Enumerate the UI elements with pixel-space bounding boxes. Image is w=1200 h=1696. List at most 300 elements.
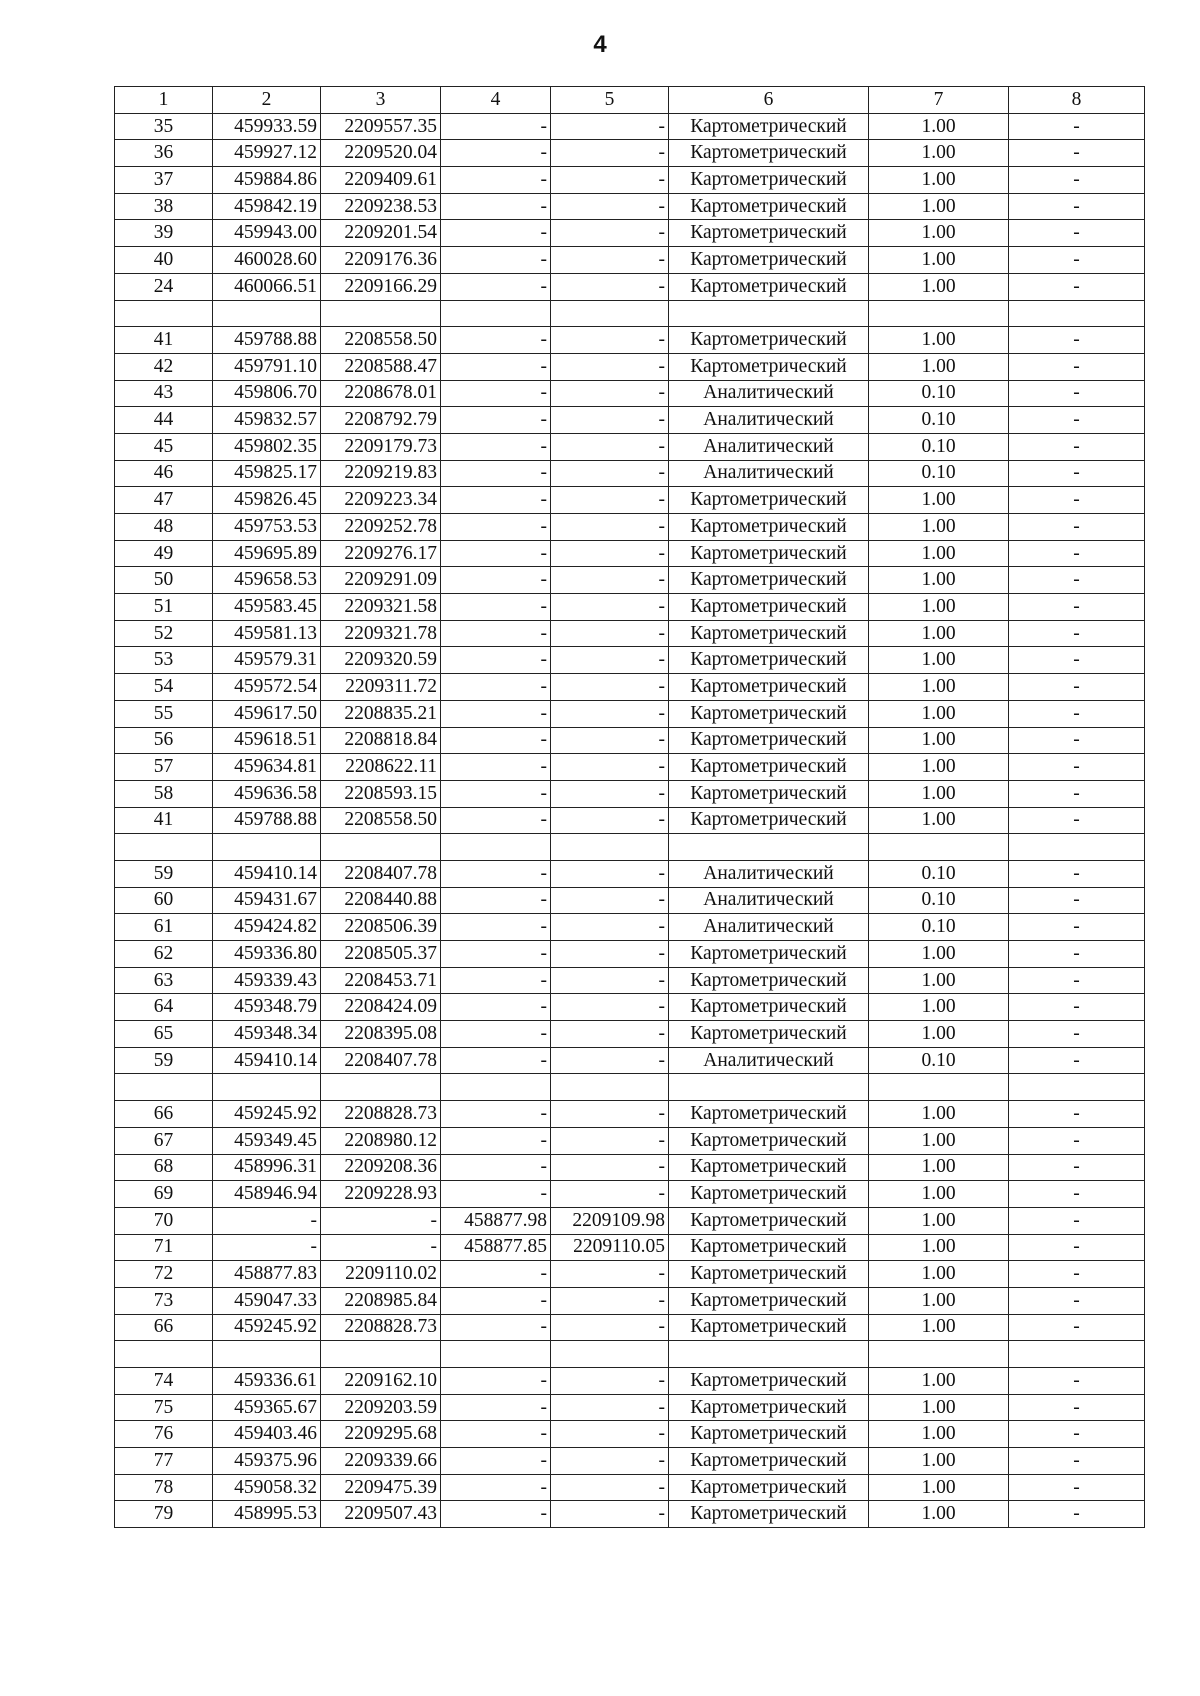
y-alt-cell: - [551,140,669,167]
point-number-cell: 68 [115,1154,213,1181]
y-alt-cell: - [551,674,669,701]
note-cell: - [1009,514,1145,541]
separator-row [115,1074,1145,1101]
accuracy-cell: 0.10 [869,407,1009,434]
accuracy-cell [869,300,1009,327]
y-coordinate-cell: 2209166.29 [321,273,441,300]
y-coordinate-cell: 2209321.58 [321,594,441,621]
accuracy-cell: 1.00 [869,567,1009,594]
y-coordinate-cell: 2209162.10 [321,1368,441,1395]
method-cell: Картометрический [669,567,869,594]
accuracy-cell: 1.00 [869,1501,1009,1528]
accuracy-cell: 1.00 [869,140,1009,167]
x-alt-cell: - [441,754,551,781]
y-alt-cell: - [551,273,669,300]
x-alt-cell: - [441,941,551,968]
point-number-cell: 79 [115,1501,213,1528]
table-row [115,914,1145,941]
x-coordinate-cell: 459348.34 [213,1021,321,1048]
table-body [115,87,1145,1528]
point-number-cell: 46 [115,460,213,487]
table-row [115,1181,1145,1208]
method-cell: Картометрический [669,113,869,140]
x-alt-cell: - [441,674,551,701]
note-cell: - [1009,1287,1145,1314]
method-cell: Аналитический [669,860,869,887]
table-row [115,193,1145,220]
x-coordinate-cell: 459802.35 [213,433,321,460]
table-row [115,1448,1145,1475]
accuracy-cell: 1.00 [869,647,1009,674]
accuracy-cell: 1.00 [869,1207,1009,1234]
note-cell: - [1009,1314,1145,1341]
x-coordinate-cell: 459245.92 [213,1314,321,1341]
method-cell: Картометрический [669,1021,869,1048]
point-number-cell: 50 [115,567,213,594]
table-row [115,727,1145,754]
y-coordinate-cell: - [321,1234,441,1261]
x-coordinate-cell: 459424.82 [213,914,321,941]
table-row [115,1234,1145,1261]
y-alt-cell: - [551,941,669,968]
point-number-cell: 38 [115,193,213,220]
y-alt-cell: - [551,1154,669,1181]
method-cell: Картометрический [669,674,869,701]
accuracy-cell: 1.00 [869,1421,1009,1448]
y-coordinate-cell: 2209339.66 [321,1448,441,1475]
accuracy-cell: 1.00 [869,1101,1009,1128]
table-row [115,247,1145,274]
point-number-cell: 45 [115,433,213,460]
accuracy-cell: 1.00 [869,1234,1009,1261]
y-alt-cell: - [551,1314,669,1341]
x-coordinate-cell: 459245.92 [213,1101,321,1128]
method-cell: Картометрический [669,1501,869,1528]
point-number-cell [115,300,213,327]
separator-row [115,1341,1145,1368]
accuracy-cell: 1.00 [869,780,1009,807]
method-cell: Картометрический [669,1368,869,1395]
x-alt-cell: - [441,914,551,941]
accuracy-cell: 1.00 [869,327,1009,354]
y-coordinate-cell: 2208588.47 [321,353,441,380]
y-coordinate-cell: 2209223.34 [321,487,441,514]
point-number-cell: 60 [115,887,213,914]
method-cell: Аналитический [669,887,869,914]
method-cell [669,1341,869,1368]
accuracy-cell: 1.00 [869,620,1009,647]
note-cell: - [1009,247,1145,274]
table-row [115,594,1145,621]
y-alt-cell: - [551,727,669,754]
table-row [115,487,1145,514]
x-alt-cell: - [441,247,551,274]
x-alt-cell: - [441,460,551,487]
x-alt-cell: - [441,220,551,247]
x-coordinate-cell: 459336.80 [213,941,321,968]
method-cell: Картометрический [669,514,869,541]
y-coordinate-cell: 2209321.78 [321,620,441,647]
x-alt-cell: - [441,647,551,674]
table-row [115,1314,1145,1341]
y-alt-cell: - [551,407,669,434]
method-cell: Картометрический [669,754,869,781]
table-row [115,647,1145,674]
method-cell: Картометрический [669,620,869,647]
y-coordinate-cell: 2208792.79 [321,407,441,434]
x-coordinate-cell: 459058.32 [213,1474,321,1501]
note-cell: - [1009,860,1145,887]
method-cell: Картометрический [669,807,869,834]
note-cell: - [1009,967,1145,994]
x-alt-cell: - [441,1448,551,1475]
accuracy-cell: 1.00 [869,247,1009,274]
point-number-cell: 39 [115,220,213,247]
point-number-cell: 65 [115,1021,213,1048]
coordinates-table [114,86,1145,1528]
accuracy-cell: 1.00 [869,514,1009,541]
x-coordinate-cell: 459579.31 [213,647,321,674]
y-alt-cell: - [551,1501,669,1528]
note-cell: - [1009,647,1145,674]
x-alt-cell: - [441,353,551,380]
column-header: 2 [213,87,321,114]
y-coordinate-cell: 2208835.21 [321,700,441,727]
point-number-cell: 71 [115,1234,213,1261]
point-number-cell: 72 [115,1261,213,1288]
method-cell: Аналитический [669,433,869,460]
y-coordinate-cell: 2209176.36 [321,247,441,274]
note-cell: - [1009,754,1145,781]
x-alt-cell: - [441,193,551,220]
note-cell: - [1009,327,1145,354]
note-cell: - [1009,1368,1145,1395]
point-number-cell: 40 [115,247,213,274]
accuracy-cell: 0.10 [869,1047,1009,1074]
x-alt-cell: - [441,1261,551,1288]
x-alt-cell: - [441,540,551,567]
y-alt-cell: - [551,540,669,567]
table-row [115,1287,1145,1314]
y-alt-cell: - [551,1474,669,1501]
method-cell: Картометрический [669,1207,869,1234]
y-coordinate-cell: 2209228.93 [321,1181,441,1208]
note-cell: - [1009,994,1145,1021]
x-coordinate-cell: 459788.88 [213,807,321,834]
note-cell: - [1009,1207,1145,1234]
x-alt-cell: - [441,620,551,647]
y-alt-cell: - [551,487,669,514]
table-row [115,780,1145,807]
note-cell [1009,834,1145,861]
y-alt-cell: - [551,1181,669,1208]
y-coordinate-cell: 2208506.39 [321,914,441,941]
table-row [115,460,1145,487]
y-coordinate-cell: 2208593.15 [321,780,441,807]
method-cell: Картометрический [669,647,869,674]
method-cell: Картометрический [669,1154,869,1181]
point-number-cell: 48 [115,514,213,541]
x-alt-cell [441,300,551,327]
x-alt-cell: - [441,1501,551,1528]
x-alt-cell: - [441,567,551,594]
table-row [115,327,1145,354]
note-cell: - [1009,914,1145,941]
table-row [115,967,1145,994]
x-alt-cell: - [441,780,551,807]
y-alt-cell: - [551,594,669,621]
y-coordinate-cell: 2209219.83 [321,460,441,487]
note-cell: - [1009,380,1145,407]
method-cell: Картометрический [669,1127,869,1154]
y-coordinate-cell: 2208622.11 [321,754,441,781]
table-row [115,700,1145,727]
note-cell: - [1009,193,1145,220]
note-cell: - [1009,1047,1145,1074]
x-coordinate-cell: 459806.70 [213,380,321,407]
x-alt-cell: - [441,994,551,1021]
point-number-cell: 47 [115,487,213,514]
x-coordinate-cell: 459884.86 [213,167,321,194]
point-number-cell: 42 [115,353,213,380]
y-alt-cell: - [551,647,669,674]
method-cell [669,1074,869,1101]
x-alt-cell: - [441,1394,551,1421]
y-coordinate-cell: 2209557.35 [321,113,441,140]
note-cell: - [1009,1181,1145,1208]
x-coordinate-cell: 460066.51 [213,273,321,300]
method-cell: Картометрический [669,1421,869,1448]
table-row [115,113,1145,140]
point-number-cell: 64 [115,994,213,1021]
x-alt-cell: - [441,1181,551,1208]
x-coordinate-cell: 459375.96 [213,1448,321,1475]
point-number-cell: 76 [115,1421,213,1448]
y-coordinate-cell: 2209291.09 [321,567,441,594]
x-coordinate-cell: 459572.54 [213,674,321,701]
point-number-cell: 75 [115,1394,213,1421]
x-coordinate-cell: 459410.14 [213,1047,321,1074]
y-alt-cell: - [551,433,669,460]
note-cell [1009,1341,1145,1368]
method-cell: Картометрический [669,994,869,1021]
note-cell: - [1009,113,1145,140]
point-number-cell [115,1341,213,1368]
note-cell: - [1009,540,1145,567]
method-cell: Аналитический [669,407,869,434]
method-cell [669,834,869,861]
note-cell [1009,1074,1145,1101]
note-cell [1009,300,1145,327]
note-cell: - [1009,567,1145,594]
method-cell: Картометрический [669,1261,869,1288]
table-row [115,1501,1145,1528]
x-coordinate-cell: 459583.45 [213,594,321,621]
accuracy-cell: 1.00 [869,1021,1009,1048]
method-cell: Картометрический [669,167,869,194]
x-alt-cell: - [441,700,551,727]
method-cell: Картометрический [669,941,869,968]
column-header: 5 [551,87,669,114]
table-row [115,407,1145,434]
column-header: 4 [441,87,551,114]
point-number-cell: 70 [115,1207,213,1234]
accuracy-cell: 1.00 [869,540,1009,567]
accuracy-cell [869,1341,1009,1368]
table-row [115,273,1145,300]
y-coordinate-cell: 2208407.78 [321,860,441,887]
method-cell: Аналитический [669,914,869,941]
y-coordinate-cell: 2208558.50 [321,807,441,834]
accuracy-cell: 1.00 [869,1314,1009,1341]
point-number-cell: 43 [115,380,213,407]
x-coordinate-cell: 459826.45 [213,487,321,514]
accuracy-cell: 1.00 [869,941,1009,968]
point-number-cell: 55 [115,700,213,727]
note-cell: - [1009,807,1145,834]
y-alt-cell: - [551,1287,669,1314]
note-cell: - [1009,594,1145,621]
x-alt-cell: - [441,887,551,914]
x-coordinate-cell: - [213,1207,321,1234]
y-alt-cell [551,1341,669,1368]
y-coordinate-cell: 2209520.04 [321,140,441,167]
note-cell: - [1009,1154,1145,1181]
y-alt-cell: - [551,754,669,781]
x-coordinate-cell: 459832.57 [213,407,321,434]
point-number-cell: 78 [115,1474,213,1501]
y-coordinate-cell: 2209203.59 [321,1394,441,1421]
accuracy-cell [869,834,1009,861]
note-cell: - [1009,780,1145,807]
method-cell: Картометрический [669,1314,869,1341]
accuracy-cell: 1.00 [869,994,1009,1021]
method-cell: Картометрический [669,273,869,300]
x-coordinate-cell: - [213,1234,321,1261]
table-row [115,540,1145,567]
table-row [115,620,1145,647]
y-alt-cell [551,300,669,327]
y-coordinate-cell: 2208678.01 [321,380,441,407]
x-alt-cell: - [441,167,551,194]
x-coordinate-cell: 460028.60 [213,247,321,274]
table-row [115,1421,1145,1448]
table-row [115,380,1145,407]
point-number-cell: 56 [115,727,213,754]
x-coordinate-cell: 458996.31 [213,1154,321,1181]
x-coordinate-cell: 459431.67 [213,887,321,914]
y-coordinate-cell [321,300,441,327]
y-coordinate-cell: 2208980.12 [321,1127,441,1154]
method-cell: Картометрический [669,1394,869,1421]
accuracy-cell: 1.00 [869,700,1009,727]
note-cell: - [1009,1234,1145,1261]
method-cell: Картометрический [669,353,869,380]
point-number-cell: 58 [115,780,213,807]
method-cell: Картометрический [669,140,869,167]
y-alt-cell: - [551,620,669,647]
x-coordinate-cell: 459927.12 [213,140,321,167]
point-number-cell: 51 [115,594,213,621]
y-coordinate-cell: 2209110.02 [321,1261,441,1288]
y-coordinate-cell: 2209320.59 [321,647,441,674]
method-cell: Картометрический [669,700,869,727]
note-cell: - [1009,727,1145,754]
y-alt-cell: - [551,914,669,941]
x-coordinate-cell: 459348.79 [213,994,321,1021]
x-coordinate-cell: 459403.46 [213,1421,321,1448]
x-alt-cell: - [441,514,551,541]
table-row [115,1261,1145,1288]
method-cell: Картометрический [669,220,869,247]
separator-row [115,300,1145,327]
method-cell: Картометрический [669,1181,869,1208]
x-coordinate-cell: 459634.81 [213,754,321,781]
y-alt-cell: - [551,514,669,541]
table-header-row [115,87,1145,114]
x-coordinate-cell: 459336.61 [213,1368,321,1395]
column-header: 3 [321,87,441,114]
y-coordinate-cell: 2208828.73 [321,1101,441,1128]
accuracy-cell: 1.00 [869,113,1009,140]
accuracy-cell: 0.10 [869,460,1009,487]
point-number-cell: 53 [115,647,213,674]
y-alt-cell: - [551,113,669,140]
x-alt-cell: 458877.98 [441,1207,551,1234]
x-alt-cell: - [441,1314,551,1341]
y-alt-cell: - [551,780,669,807]
y-coordinate-cell: 2209295.68 [321,1421,441,1448]
y-alt-cell: - [551,167,669,194]
y-alt-cell: - [551,353,669,380]
point-number-cell: 57 [115,754,213,781]
y-alt-cell: - [551,1421,669,1448]
y-alt-cell: - [551,807,669,834]
y-alt-cell: - [551,327,669,354]
point-number-cell: 66 [115,1314,213,1341]
x-coordinate-cell: 459842.19 [213,193,321,220]
x-coordinate-cell: 459933.59 [213,113,321,140]
x-alt-cell [441,1074,551,1101]
method-cell: Картометрический [669,193,869,220]
x-coordinate-cell [213,1341,321,1368]
y-alt-cell: - [551,193,669,220]
y-alt-cell: - [551,220,669,247]
table-row [115,994,1145,1021]
note-cell: - [1009,1501,1145,1528]
x-coordinate-cell: 459349.45 [213,1127,321,1154]
y-alt-cell: - [551,1127,669,1154]
note-cell: - [1009,140,1145,167]
y-coordinate-cell [321,834,441,861]
point-number-cell: 41 [115,327,213,354]
x-coordinate-cell: 459636.58 [213,780,321,807]
method-cell: Картометрический [669,594,869,621]
point-number-cell: 35 [115,113,213,140]
x-alt-cell: - [441,1154,551,1181]
point-number-cell: 67 [115,1127,213,1154]
y-coordinate-cell: 2209409.61 [321,167,441,194]
note-cell: - [1009,700,1145,727]
point-number-cell: 73 [115,1287,213,1314]
method-cell: Картометрический [669,1474,869,1501]
x-coordinate-cell: 459753.53 [213,514,321,541]
x-alt-cell: - [441,1421,551,1448]
accuracy-cell: 1.00 [869,193,1009,220]
point-number-cell: 36 [115,140,213,167]
accuracy-cell: 1.00 [869,273,1009,300]
method-cell: Картометрический [669,727,869,754]
